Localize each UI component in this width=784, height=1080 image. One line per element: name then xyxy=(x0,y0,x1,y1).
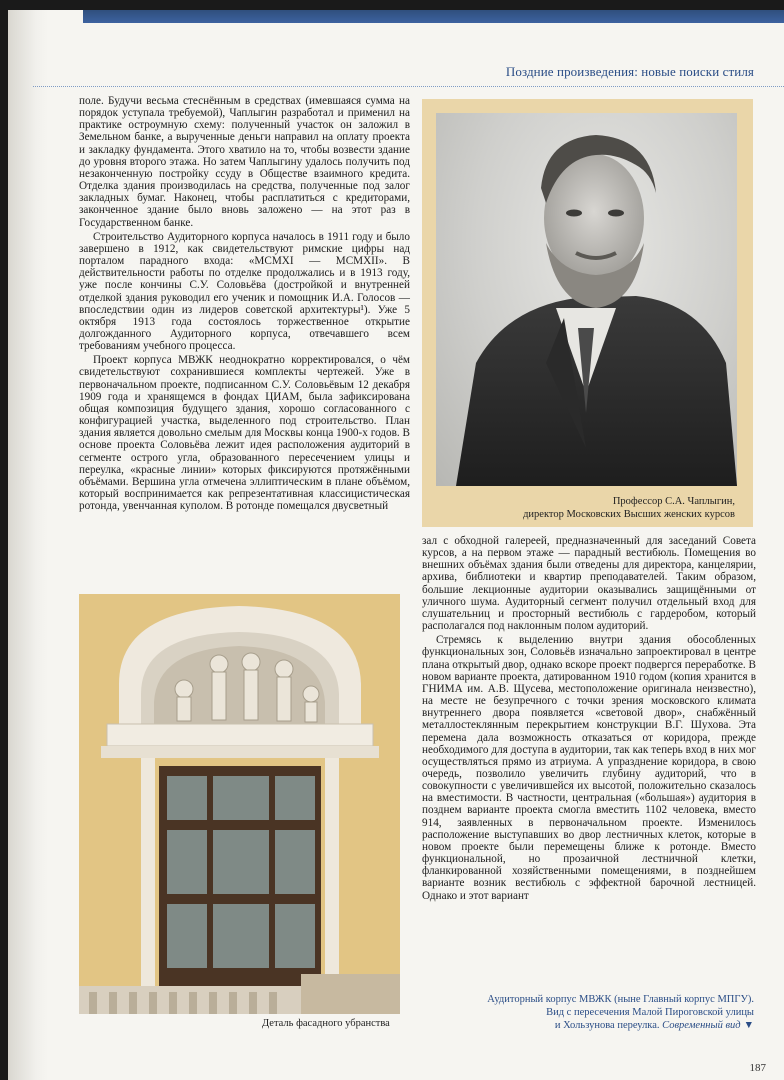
caption-text: и Хользунова переулка. xyxy=(554,1020,660,1031)
paragraph: Стремясь к выделению внутри здания обособленных функциональных зон, Соловьёв изначально запроектировал в центре плана открытый двор, однако вскоре проект подвергся переработке. В новом варианте проекта, датированном 1910 годом (копия хранится в ГНИМА им. А.В. Щусева, местоположение оригинала неизвестно), на месте не безупречного с точки зрения московского климата внутреннего двора появляется «световой двор», снабжённый металлостеклянным перекрытием конструкции В.Г. Шухова. Эта перемена дала возможность отказаться от коридора, прежде необходимого для доступа в аудитории, так как теперь вход в них мог осуществляться прямо из атриума. А упразднение коридора, в свою очередь, позволило увеличить глубину аудиторий, что в совокупности с увеличившейся их высотой, положительно сказалось на вместимости. В частности, центральная («большая») аудитория в позднем варианте проекта смогла вместить 1102 человека, вместо 914, заявленных в первоначальном проекте. Изменилось расположение выступавших во двор лестничных клеток, которые в новом проекте были перемещены ближе к ротонде. Вместо функциональной, но прозаичной лестничной клетки, фланкированной хозяйственными помещениями, в позднейшем варианте возник вестибюль с эффектной барочной лестницей. Однако и этот вариант xyxy=(422,634,756,902)
running-head: Поздние произведения: новые поиски стиля xyxy=(505,64,754,79)
caption-line: директор Московских Высших женских курсов xyxy=(523,509,735,520)
triangle-down-icon: ▼ xyxy=(743,1020,754,1031)
portrait-figure xyxy=(422,99,753,527)
facade-illustration xyxy=(79,594,400,1014)
caption-line xyxy=(414,1019,754,1032)
paragraph: зал с обходной галереей, предназначенный для заседаний Совета курсов, а на первом этаже — парадный вестибюль. Помещения во внешних объёмах здания были отведены для директора, канцелярии, архива, библиотеки и квартир преподавателей. Таким образом, большие лекционные аудитории оказывались защищёнными от уличного шума. Аудиторный сегмент получил отдельный вход для слушательниц и просторный вестибюль с гардеробом, который располагался под наклонным полом аудиторий. xyxy=(422,535,756,633)
paragraph: поле. Будучи весьма стеснённым в средствах (имевшаяся сумма на порядок уступала требуемой), Чаплыгин разработал и применил на практике остроумную схему: полученный участок он заложил в Земельном банке, а вырученные деньги направил на оплату проекта и закладку фундамента. Этого хватило на то, чтобы возвести здание до уровня второго этажа. Но затем Чаплыгину удалось получить под незаконченную постройку ссуду в Обществе взаимного кредита. Отделка здания производилась на средства, полученные под залог закладных бумаг. Наконец, чтобы расплатиться с кредиторами, законченное здание было вновь заложено — на этот раз в Государственном банке. xyxy=(79,95,410,229)
facade-caption: Деталь фасадного убранства xyxy=(262,1018,390,1029)
building-caption xyxy=(414,993,754,1032)
text-column-left xyxy=(79,95,410,514)
paragraph: Проект корпуса МВЖК неоднократно корректировался, о чём свидетельствуют сохранившиеся комплекты чертежей. Уже в первоначальном проекте, подписанном С.У. Соловьёвым 12 декабря 1909 года и хранящемся в фондах ЦИАМ, была зафиксирована общая композиция будущего здания, хорошо согласованного с конфигурацией участка, выделенного под строительство. План здания является довольно смелым для Москвы конца 1900-х годов. В основе проекта Соловьёва лежит идея расположения аудиторий в сегменте острого угла, образованного пересечением улицы и переулка, «красные линии» которых фиксируются протяжёнными объёмами. Вершина угла отмечена эллиптическим в плане объёмом, который воспринимается как репрезентативная классицистическая ротонда, увенчанная куполом. В ротонде помещался двусветный xyxy=(79,354,410,513)
caption-line: Вид с пересечения Малой Пироговской улицы xyxy=(546,1007,754,1018)
caption-line: Аудиторный корпус МВЖК (ныне Главный корпус МПГУ). xyxy=(487,994,754,1005)
header-rule xyxy=(33,86,784,87)
facade-photo xyxy=(79,594,400,1014)
portrait-photo xyxy=(436,113,737,486)
portrait-illustration xyxy=(436,113,737,486)
portrait-caption xyxy=(445,495,735,521)
caption-emphasis: Современный вид xyxy=(662,1020,741,1031)
text-column-right xyxy=(422,535,756,904)
top-color-band xyxy=(83,10,784,23)
paragraph: Строительство Аудиторного корпуса началось в 1911 году и было завершено в 1912, как свидетельствуют римские цифры над порталом парадного входа: «MCMXI — MCMXII». В действительности работы по отделке продолжались и в 1913 году, уже после кончины С.У. Соловьёва (достройкой и внутренней отделкой здания руководил его ученик и помощник И.А. Голосов — впоследствии один из лидеров советской архитектуры¹). Уже 5 октября 1913 года состоялось торжественное открытие долгожданного Аудиторного корпуса, отвечавшего всем требованиям учебного процесса. xyxy=(79,230,410,353)
page-number: 187 xyxy=(749,1062,766,1074)
page-gutter xyxy=(8,10,48,1080)
caption-line: Профессор С.А. Чаплыгин, xyxy=(612,496,735,507)
